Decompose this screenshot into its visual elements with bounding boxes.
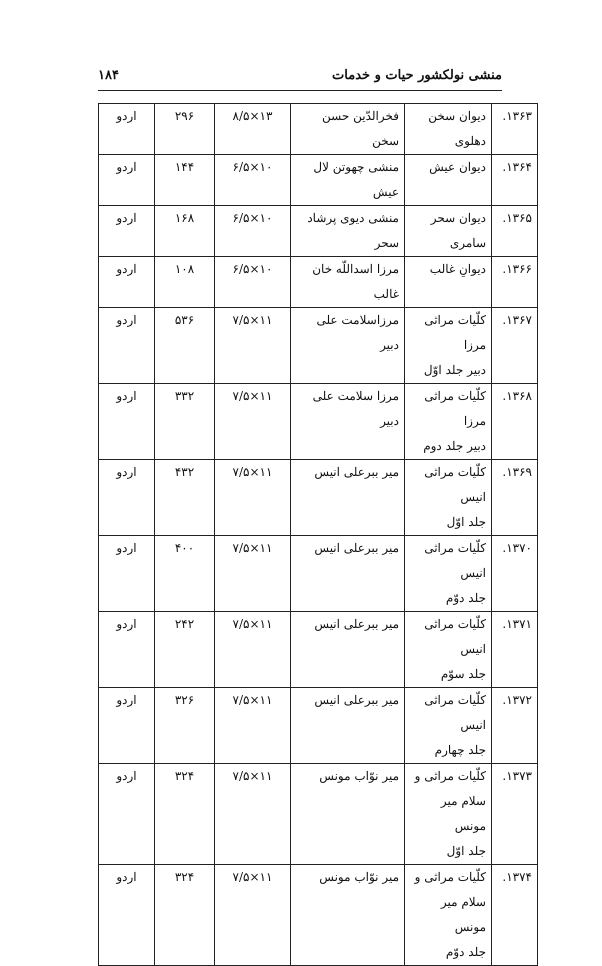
book-author: مرزا سلامت علی دبیر — [312, 389, 399, 428]
book-author: مرزا اسداللّه خان غالب — [312, 262, 399, 301]
language-cell — [99, 206, 155, 257]
book-title: کلّیات مراثی انیس جلد اوّل — [424, 465, 486, 529]
book-title-cell — [405, 155, 492, 206]
page-count-cell — [155, 688, 215, 764]
page-count-cell — [155, 384, 215, 460]
book-size-cell — [215, 536, 291, 612]
page-count: ۳۲۴ — [174, 870, 195, 884]
book-size-cell — [215, 104, 291, 155]
book-title-cell — [405, 865, 492, 966]
table-row — [99, 206, 538, 257]
language-cell — [99, 308, 155, 384]
book-title-cell — [405, 536, 492, 612]
entry-number-cell — [492, 865, 538, 966]
book-size: ۱۳×۸/۵ — [232, 109, 273, 123]
page-count: ۱۰۸ — [174, 262, 195, 276]
language-cell — [99, 257, 155, 308]
language-cell — [99, 536, 155, 612]
book-title: دیوان سحر سامری — [430, 211, 486, 250]
book-author: میر ببرعلی انیس — [314, 693, 399, 707]
book-size-cell — [215, 688, 291, 764]
entry-number-cell — [492, 308, 538, 384]
page-count: ۵۳۶ — [174, 313, 195, 327]
language: اردو — [116, 769, 137, 783]
page-count: ۲۴۲ — [174, 617, 195, 631]
book-title-cell — [405, 384, 492, 460]
book-author: مرزاسلامت علی دبیر — [316, 313, 399, 352]
book-author-cell — [291, 536, 405, 612]
language-cell — [99, 688, 155, 764]
table-row — [99, 865, 538, 966]
book-size-cell — [215, 206, 291, 257]
book-title-cell — [405, 104, 492, 155]
language: اردو — [116, 541, 137, 555]
page-count: ۲۹۶ — [174, 109, 195, 123]
book-title-cell — [405, 688, 492, 764]
language-cell — [99, 104, 155, 155]
entry-number-cell — [492, 155, 538, 206]
language-cell — [99, 612, 155, 688]
book-title-cell — [405, 206, 492, 257]
page-count-cell — [155, 155, 215, 206]
book-author-cell — [291, 688, 405, 764]
entry-number: ۱۳۶۳. — [502, 109, 532, 123]
book-title: دیوان عیش — [429, 160, 486, 174]
table-row — [99, 104, 538, 155]
entry-number: ۱۳۷۴. — [502, 870, 532, 884]
book-size: ۱۱×۷/۵ — [232, 870, 273, 884]
entry-number: ۱۳۷۱. — [502, 617, 532, 631]
book-size-cell — [215, 257, 291, 308]
language-cell — [99, 460, 155, 536]
entry-number: ۱۳۶۹. — [502, 465, 532, 479]
book-title: کلّیات مراثی مرزا دبیر جلد دوم — [423, 389, 486, 453]
entry-number: ۱۳۶۴. — [502, 160, 532, 174]
table-row — [99, 308, 538, 384]
table-row — [99, 764, 538, 865]
language: اردو — [116, 109, 137, 123]
book-size: ۱۰×۶/۵ — [232, 160, 273, 174]
language-cell — [99, 865, 155, 966]
book-size: ۱۰×۶/۵ — [232, 211, 273, 225]
language-cell — [99, 764, 155, 865]
language: اردو — [116, 313, 137, 327]
book-size-cell — [215, 865, 291, 966]
page-count-cell — [155, 764, 215, 865]
book-title: کلّیات مراثی انیس جلد دوّم — [424, 541, 486, 605]
book-author-cell — [291, 460, 405, 536]
page-count: ۱۶۸ — [174, 211, 195, 225]
page-count: ۱۴۴ — [174, 160, 195, 174]
book-size: ۱۱×۷/۵ — [232, 465, 273, 479]
entry-number-cell — [492, 460, 538, 536]
book-size-cell — [215, 308, 291, 384]
book-author: میر نوّاب مونس — [319, 769, 399, 783]
book-author-cell — [291, 308, 405, 384]
language: اردو — [116, 160, 137, 174]
table-row — [99, 460, 538, 536]
catalog-table-body — [99, 104, 538, 966]
book-size: ۱۱×۷/۵ — [232, 389, 273, 403]
page-count: ۳۲۶ — [174, 693, 195, 707]
catalog-table — [98, 103, 538, 966]
book-title-cell — [405, 308, 492, 384]
book-size-cell — [215, 155, 291, 206]
book-title-cell — [405, 764, 492, 865]
book-title: کلّیات مراثی و سلام میر مونس جلد اوّل — [414, 769, 486, 858]
book-size-cell — [215, 764, 291, 865]
page-count-cell — [155, 257, 215, 308]
language-cell — [99, 155, 155, 206]
book-title-cell — [405, 460, 492, 536]
book-title: دیوانِ غالب — [429, 262, 486, 276]
page-number: ۱۸۴ — [98, 68, 119, 83]
entry-number-cell — [492, 688, 538, 764]
table-row — [99, 384, 538, 460]
entry-number-cell — [492, 612, 538, 688]
book-size-cell — [215, 460, 291, 536]
book-size: ۱۱×۷/۵ — [232, 693, 273, 707]
language-cell — [99, 384, 155, 460]
language: اردو — [116, 870, 137, 884]
book-title: کلّیات مراثی مرزا دبیر جلد اوّل — [423, 313, 486, 377]
book-size-cell — [215, 612, 291, 688]
book-author: میر ببرعلی انیس — [314, 465, 399, 479]
entry-number-cell — [492, 384, 538, 460]
book-title: دیوان سخن دهلوی — [428, 109, 486, 148]
book-title-cell — [405, 612, 492, 688]
running-title: منشی نولکشور حیات و خدمات — [332, 68, 502, 83]
book-title-cell — [405, 257, 492, 308]
page-count-cell — [155, 612, 215, 688]
table-row — [99, 688, 538, 764]
entry-number: ۱۳۷۳. — [502, 769, 532, 783]
entry-number-cell — [492, 536, 538, 612]
table-row — [99, 612, 538, 688]
entry-number-cell — [492, 206, 538, 257]
page-count: ۳۲۴ — [174, 769, 195, 783]
book-size: ۱۱×۷/۵ — [232, 617, 273, 631]
book-author: منشی چهوتن لال عیش — [313, 160, 399, 199]
entry-number: ۱۳۷۲. — [502, 693, 532, 707]
book-author: میر ببرعلی انیس — [314, 541, 399, 555]
book-author: میر ببرعلی انیس — [314, 617, 399, 631]
entry-number: ۱۳۷۰. — [502, 541, 532, 555]
entry-number: ۱۳۶۶. — [502, 262, 532, 276]
book-author-cell — [291, 257, 405, 308]
table-row — [99, 536, 538, 612]
page-count-cell — [155, 865, 215, 966]
page-count: ۴۳۲ — [174, 465, 195, 479]
table-row — [99, 155, 538, 206]
language: اردو — [116, 617, 137, 631]
entry-number: ۱۳۶۷. — [502, 313, 532, 327]
book-title: کلّیات مراثی انیس جلد سوّم — [424, 617, 486, 681]
page-count: ۴۰۰ — [174, 541, 195, 555]
page-count-cell — [155, 206, 215, 257]
book-size: ۱۰×۶/۵ — [232, 262, 273, 276]
book-author-cell — [291, 206, 405, 257]
book-author-cell — [291, 384, 405, 460]
language: اردو — [116, 211, 137, 225]
book-author: منشی دیوی پرشاد سحر — [307, 211, 399, 250]
page-count: ۳۳۲ — [174, 389, 195, 403]
language: اردو — [116, 389, 137, 403]
book-title: کلّیات مراثی و سلام میر مونس جلد دوّم — [414, 870, 486, 959]
entry-number: ۱۳۶۸. — [502, 389, 532, 403]
page-count-cell — [155, 536, 215, 612]
language: اردو — [116, 465, 137, 479]
table-row — [99, 257, 538, 308]
book-size-cell — [215, 384, 291, 460]
book-author-cell — [291, 104, 405, 155]
book-size: ۱۱×۷/۵ — [232, 313, 273, 327]
book-size: ۱۱×۷/۵ — [232, 541, 273, 555]
entry-number: ۱۳۶۵. — [502, 211, 532, 225]
page-header — [98, 64, 502, 88]
entry-number-cell — [492, 257, 538, 308]
book-title: کلّیات مراثی انیس جلد چهارم — [424, 693, 486, 757]
page-count-cell — [155, 308, 215, 384]
book-size: ۱۱×۷/۵ — [232, 769, 273, 783]
book-author-cell — [291, 612, 405, 688]
book-author-cell — [291, 764, 405, 865]
book-author-cell — [291, 865, 405, 966]
page-count-cell — [155, 104, 215, 155]
language: اردو — [116, 693, 137, 707]
language: اردو — [116, 262, 137, 276]
book-author: میر نوّاب مونس — [319, 870, 399, 884]
page-count-cell — [155, 460, 215, 536]
book-author: فخرالدّین حسن سخن — [322, 109, 399, 148]
entry-number-cell — [492, 764, 538, 865]
header-rule — [98, 90, 502, 91]
entry-number-cell — [492, 104, 538, 155]
book-author-cell — [291, 155, 405, 206]
